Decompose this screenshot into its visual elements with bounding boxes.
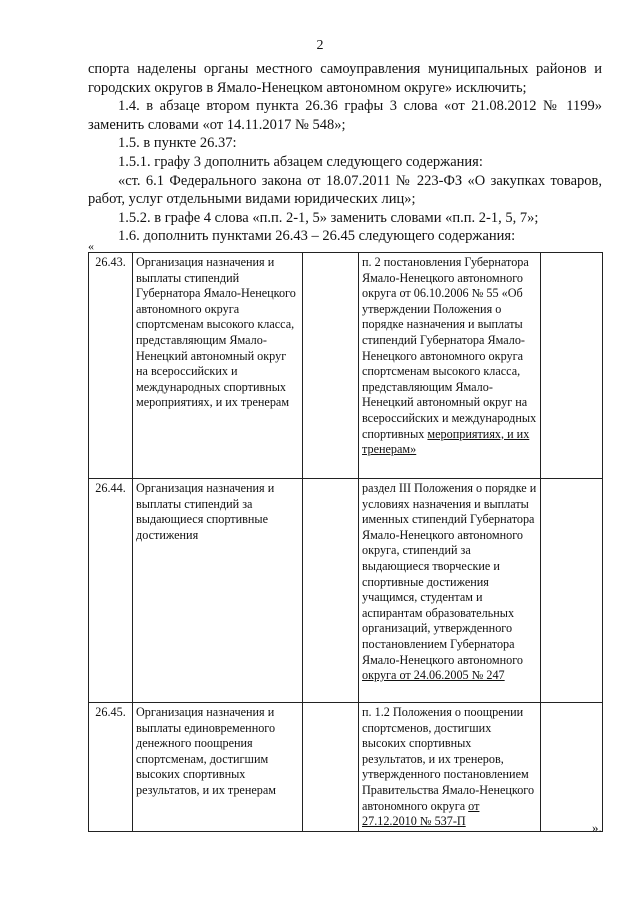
item-last-cell bbox=[541, 703, 603, 832]
item-name: Организация назначения и выплаты единовременного денежного поощрения спортсменам, достигшим высоких спортивных результатов, и их тренерам bbox=[133, 703, 303, 832]
legal-basis-underlined: округа от 24.06.2005 № 247 bbox=[362, 668, 505, 683]
table-open-quote: « bbox=[88, 239, 94, 253]
item-number: 26.45. bbox=[89, 703, 133, 832]
legal-basis-text: п. 2 постановления Губернатора Ямало-Ненецкого автономного округа от 06.10.2006 № 55 «Об утверждении Положения о порядке назначения и выплаты стипендий Губернатора Ямало-Ненецкого автономного округа спортсменам высокого класса, представляющим Ямало-Ненецкий автономный округ на всероссийских и международных спортивных bbox=[362, 255, 537, 441]
table-row bbox=[89, 479, 603, 703]
item-last-cell bbox=[541, 253, 603, 479]
paragraph-1-4: 1.4. в абзаце втором пункта 26.36 графы 3 слова «от 21.08.2012 № 1199» заменить словами «от 14.11.2017 № 548»; bbox=[88, 98, 602, 133]
item-legal-basis bbox=[359, 253, 541, 479]
legal-basis-underlined: мероприятиях, и их тренерам» bbox=[362, 426, 530, 457]
paragraph-quoted-addition: «ст. 6.1 Федерального закона от 18.07.2011 № 223-ФЗ «О закупках товаров, работ, услуг отдельными видами юридических лиц»; bbox=[88, 172, 602, 208]
item-number: 26.43. bbox=[89, 253, 133, 479]
item-empty-cell bbox=[303, 253, 359, 479]
paragraph-1-6: 1.6. дополнить пунктами 26.43 – 26.45 следующего содержания: bbox=[118, 228, 516, 245]
legal-basis-text: п. 1.2 Положения о поощрении спортсменов, достигших высоких спортивных результатов, и их тренеров, утвержденного постановлением Правительства Ямало-Ненецкого автономного округа bbox=[362, 705, 535, 813]
item-empty-cell bbox=[303, 703, 359, 832]
items-table bbox=[88, 252, 603, 832]
item-legal-basis bbox=[359, 479, 541, 703]
table-row bbox=[89, 253, 603, 479]
paragraph-1-5-1: 1.5.1. графу 3 дополнить абзацем следующего содержания: bbox=[118, 153, 483, 170]
item-last-cell bbox=[541, 479, 603, 703]
page-number: 2 bbox=[316, 38, 324, 53]
table-close-quote: ». bbox=[592, 820, 602, 835]
item-legal-basis bbox=[359, 703, 541, 832]
item-empty-cell bbox=[303, 479, 359, 703]
paragraph-continuation: спорта наделены органы местного самоуправления муниципальных районов и городских округов в Ямало-Ненецком автономном округе» исключить; bbox=[88, 61, 602, 96]
table-row bbox=[89, 703, 603, 832]
legal-basis-text: раздел III Положения о порядке и условиях назначения и выплаты именных стипендий Губернатора Ямало-Ненецкого автономного округа, стипендий за выдающиеся творческие и спортивные достижения учащимся, студентам и аспирантам образовательных организаций, утвержденного постановлением Губернатора Ямало-Ненецкого автономного bbox=[362, 481, 537, 667]
item-name: Организация назначения и выплаты стипендий за выдающиеся спортивные достижения bbox=[133, 479, 303, 703]
item-number: 26.44. bbox=[89, 479, 133, 703]
document-body bbox=[88, 60, 602, 246]
paragraph-1-5: 1.5. в пункте 26.37: bbox=[118, 135, 237, 152]
legal-basis-underlined: от 27.12.2010 № 537-П bbox=[362, 798, 480, 829]
paragraph-1-5-2: 1.5.2. в графе 4 слова «п.п. 2-1, 5» заменить словами «п.п. 2-1, 5, 7»; bbox=[118, 209, 539, 226]
item-name: Организация назначения и выплаты стипендий Губернатора Ямало-Ненецкого автономного округа спортсменам высокого класса, представляющим Ямало-Ненецкий автономный округ на всероссийских и международных спортивных мероприятиях, и их тренерам bbox=[133, 253, 303, 479]
